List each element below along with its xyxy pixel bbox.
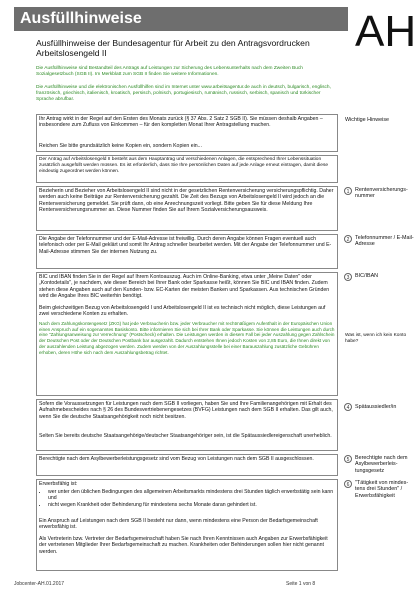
bullet-item: • nicht wegen Krankheit oder Behinderung für mindestens sechs Monate daran gehindert ist. [48,502,335,508]
intro-text-2: Die Ausfüllhinweise und die elektronischen Ausfüllhilfen sind im Internet unter www.arbeitsagentur.de auch in deutsch, bulgarisch, englisch, französisch, griechisch, italienisch, kroatisch, persisch, polnisch, portugiesisch, rumänisch, russisch, serbisch, spanisch und türkischer Sprache abrufbar. [36,85,331,102]
section-2-label: Telefonnummer / E-Mail-Adresse [355,235,414,248]
antrag-info-text: Der Antrag auf Arbeitslosengeld II besteht aus dem Hauptantrag und verschiedenen Anlagen, die entsprechend Ihrer Lebenssituation zusätzlich ausgefüllt werden müssen. Es ist erforderlich, dass Sie Ihre persönlichen Daten auf jede Anlage erneut eintragen, damit diese eindeutig zugeordnet werden können. [39,157,329,174]
subtitle: Ausfüllhinweise der Bundesagentur für Arbeit zu den Antragsvordrucken Arbeitslosengeld II [36,38,310,58]
important-notice-text: Ihr Antrag wirkt in der Regel auf den Ersten des Monats zurück (§ 37 Abs. 2 Satz 2 SGB II). Sie müssen deshalb Angaben – insbesondere zum Zufluss von Einkommen – für den kompletten Monat Ihrer Antragstellung machen. [39,116,323,129]
footer-form-id: Jobcenter-AH.01.2017 [14,581,65,587]
section-3-number: 3 [344,273,352,281]
section-1-label: Rentenversicherungs-nummer [355,187,408,200]
section-1-number: 1 [344,187,352,195]
section-4-number: 4 [344,403,352,411]
intro-paragraph-2 [36,85,338,102]
section-3-green-side: Was ist, wenn ich kein Konto habe? [345,333,407,344]
section-5-label: Berechtigte nach dem Asylbewerberleis-tungsgesetz [355,455,408,474]
section-3-green-text: Nach dem Zahlungskontengesetz (ZKG) hat jede Verbraucherin bzw. jeder Verbraucher mit rechtmäßigem Aufenthalt in der Europäischen Union einen Anspruch auf ein sogenanntes Basiskonto. Bitte informieren Sie sich bei Ihrer Bank oder Sparkasse. Sie können die Leistungen auch durch eine "Zahlungsanweisung zur Verrechnung" (Postscheck) erhalten. Die Leistungen werden in diesem Fall bei jeder Auszahlung gegen Zahlschein der Deutschen Post oder der Deutschen Postbank bar ausgezahlt. Dadurch entstehen Ihnen jedoch Kosten von 2,85 Euro, die Ihnen direkt von der auszahlenden Leistung abgezogen werden. Zudem werden von der Auszahlungsstelle bei einer Barauszahlung zusätzliche Gebühren erhoben, deren Höhe sich nach dem Auszahlungsbetrag richtet. [39,321,335,355]
bullet-item: • wer unter den üblichen Bedingungen des allgemeinen Arbeitsmarkts mindestens drei Stunden täglich erwerbstätig sein kann und [48,489,335,502]
section-1-text: Bezieherin und Bezieher von Arbeitslosengeld II sind nicht in der gesetzlichen Rentenversicherung versicherungspflichtig. Daher werden auch keine Beiträge zur Rentenversicherung gezahlt. Die Zeit des Bezugs von Arbeitslosengeld II wird jedoch an die Rentenversicherung gemeldet. Sie prüft dann, ob eine Anrechnungszeit vorliegt. Bitte geben Sie für diese Meldung Ihre Rentenversicherungsnummer an. Diese Nummer finden Sie auf Ihrem Sozialversicherungsausweis. [39,188,334,213]
section-5-text: Berechtigte nach dem Asylbewerberleistungsgesetz sind vom Bezug von Leistungen nach dem SGB II ausgeschlossen. [39,456,314,462]
section-6-number: 6 [344,480,352,488]
intro-paragraph [36,66,338,78]
section-2-number: 2 [344,235,352,243]
page-title: Ausfüllhinweise [14,7,348,31]
section-6-intro: Erwerbsfähig ist: [39,481,78,487]
section-4-text-2: Selten Sie bereits deutsche Staatsangehörige/deutscher Staatsangehöriger sein, ist die Spätaussiedlereigenschaft unerheblich. [39,433,332,439]
section-5-number: 5 [344,455,352,463]
section-4-text: Sofern die Voraussetzungen für Leistungen nach dem SGB II vorliegen, haben Sie und Ihre Familienangehörigen mit Erhalt des Aufnahmebescheides nach § 26 des Bundesvertriebenengesetzes (BVFG) Leistungen nach dem SGB II erhalten. Das gilt auch, wenn Sie die deutsche Staatsangehörigkeit noch nicht besitzen. [39,401,333,420]
intro-text-1: Die Ausfüllhinweise sind Bestandteil des Antrags auf Leistungen zur Sicherung des Lebensunterhalts nach dem Zweiten Buch Sozialgesetzbuch (SGB II). Im Merkblatt zum SGB II finden Sie weitere Informationen. [36,66,303,77]
form-code: AH [355,7,417,56]
section-3-text: BIC und IBAN finden Sie in der Regel auf Ihrem Kontoauszug. Auch im Online-Banking, etwa unter „Meine Daten" oder „Kontodetails", je nachdem, wie dieser Bereich bei Ihrer Bank oder Sparkasse heißt, können Sie BIC und IBAN finden. Zudem stehen diese Angaben auch auf den Kunden- bzw. EC-Karten der meisten Banken und Sparkassen. Aus technischen Gründen wird die Angabe Ihres BIC weiterhin benötigt. [39,274,330,299]
section-6-label: "Tätigkeit von mindes-tens drei Stunden" / Erwerbsfähigkeit [355,480,409,499]
footer-page-number: Seite 1 von 8 [286,581,316,587]
section-6-text-2: Ein Anspruch auf Leistungen nach dem SGB II besteht nur dann, wenn mindestens eine Person der Bedarfsgemeinschaft erwerbsfähig ist. [39,518,318,531]
important-notice-copy-note: Reichen Sie bitte grundsätzlich keine Kopien ein, sondern Kopien ein... [39,143,202,149]
important-notice-label: Wichtige Hinweise [345,117,390,123]
section-2-text: Die Angabe der Telefonnummer und der E-Mail-Adresse ist freiwillig. Durch deren Angabe können Fragen eventuell auch telefonisch oder per E-Mail geklärt und somit Ihr Antrag schneller bearbeitet werden. Mit der Angabe der Telefonnummer und E-Mail-Adresse stimmen Sie der internen Nutzung zu. [39,236,332,255]
section-3-text-2: Beim gleichzeitigen Bezug von Arbeitslosengeld I und Arbeitslosengeld II ist es technisch nicht möglich, diese Leistungen auf zwei verschiedene Konten zu erhalten. [39,305,326,318]
section-6-bullets [39,489,335,508]
section-6-text-3: Als Vertreterin bzw. Vertreter der Bedarfsgemeinschaft haben Sie nach Ihren Kenntnissen auch Angaben zur Erwerbsfähigkeit der vertretenen Mitglieder Ihrer Bedarfsgemeinschaft zu machen. Krankheiten oder Behinderungen sollen hier nicht genannt werden. [39,536,328,555]
section-3-label: BIC/IBAN [355,273,379,279]
section-4-label: Spätaussiedler/in [355,404,397,410]
